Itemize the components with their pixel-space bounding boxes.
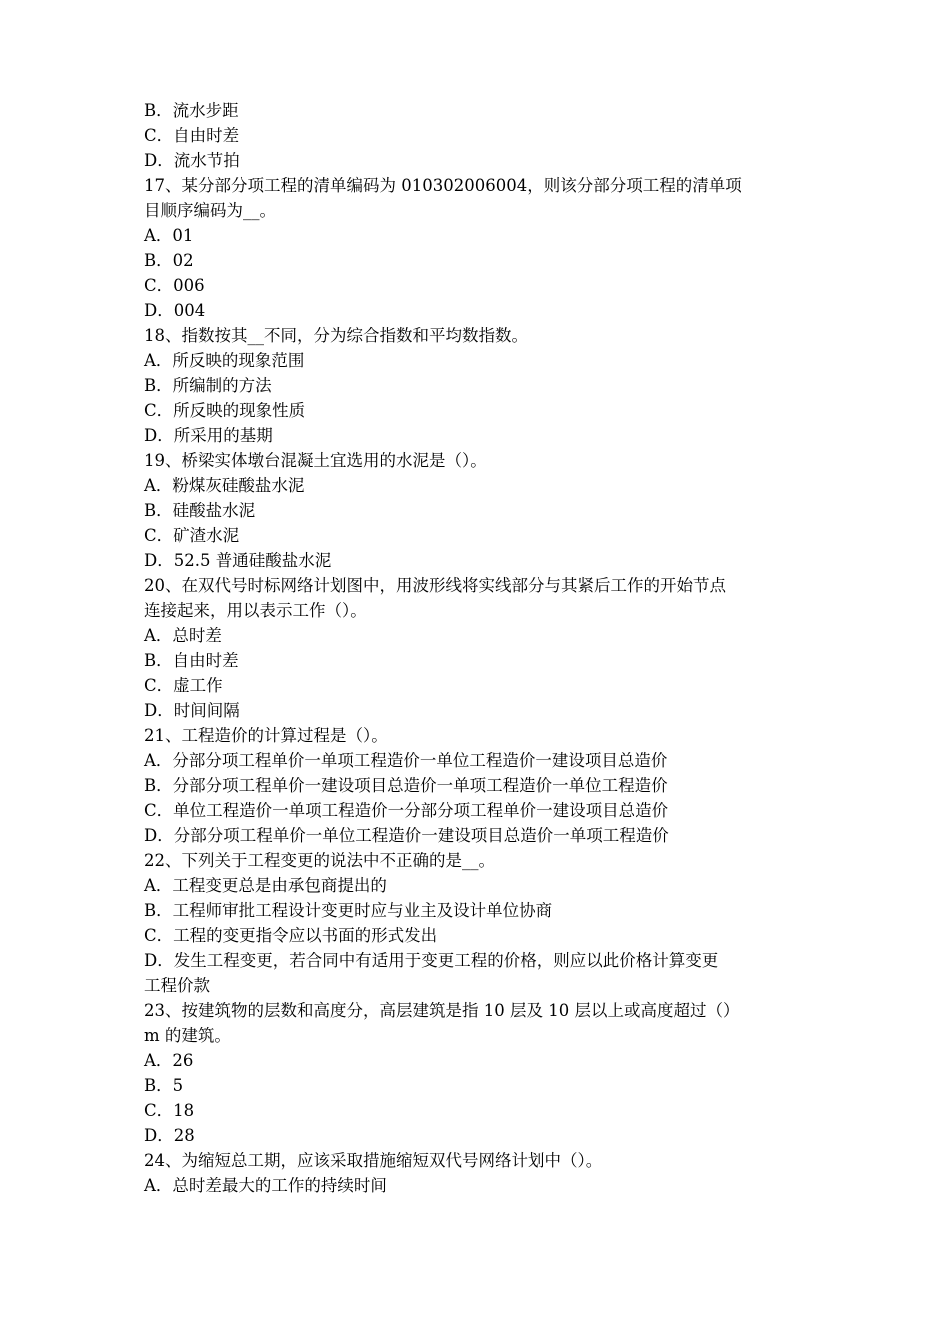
question-text-line: 19、桥梁实体墩台混凝土宜选用的水泥是（）。 (144, 451, 487, 470)
answer-option-line: D．28 (144, 1126, 195, 1145)
question-text-line: m 的建筑。 (144, 1026, 231, 1045)
answer-option-line: A．分部分项工程单价一单项工程造价一单位工程造价一建设项目总造价 (144, 751, 668, 770)
answer-option-line: C．虚工作 (144, 676, 223, 695)
answer-option-line: A．01 (144, 226, 194, 245)
question-text-line: 目顺序编码为__。 (144, 201, 276, 220)
answer-option-line: B．流水步距 (144, 101, 239, 120)
answer-option-line: 工程价款 (144, 976, 210, 995)
document-body (144, 98, 814, 1198)
answer-option-line: D．所采用的基期 (144, 426, 273, 445)
answer-option-line: C．单位工程造价一单项工程造价一分部分项工程单价一建设项目总造价 (144, 801, 669, 820)
answer-option-line: D．分部分项工程单价一单位工程造价一建设项目总造价一单项工程造价 (144, 826, 669, 845)
answer-option-line: A．总时差 (144, 626, 222, 645)
answer-option-line: A．工程变更总是由承包商提出的 (144, 876, 387, 895)
answer-option-line: B．硅酸盐水泥 (144, 501, 256, 520)
answer-option-line: C．自由时差 (144, 126, 240, 145)
answer-option-line: D．004 (144, 301, 206, 320)
question-text-line: 20、在双代号时标网络计划图中，用波形线将实线部分与其紧后工作的开始节点 (144, 576, 726, 595)
answer-option-line: D．发生工程变更，若合同中有适用于变更工程的价格，则应以此价格计算变更 (144, 951, 719, 970)
answer-option-line: B．工程师审批工程设计变更时应与业主及设计单位协商 (144, 901, 553, 920)
exam-questions (144, 98, 814, 1198)
answer-option-line: C．矿渣水泥 (144, 526, 240, 545)
answer-option-line: D．流水节拍 (144, 151, 240, 170)
answer-option-line: D．52.5 普通硅酸盐水泥 (144, 551, 332, 570)
question-text-line: 24、为缩短总工期，应该采取措施缩短双代号网络计划中（）。 (144, 1151, 603, 1170)
answer-option-line: B．所编制的方法 (144, 376, 272, 395)
answer-option-line: B．5 (144, 1076, 184, 1095)
answer-option-line: C．工程的变更指令应以书面的形式发出 (144, 926, 438, 945)
question-text-line: 23、按建筑物的层数和高度分，高层建筑是指 10 层及 10 层以上或高度超过（） (144, 1001, 740, 1020)
question-text-line: 17、某分部分项工程的清单编码为 010302006004，则该分部分项工程的清单项 (144, 176, 742, 195)
answer-option-line: C．所反映的现象性质 (144, 401, 306, 420)
answer-option-line: B．02 (144, 251, 194, 270)
question-text-line: 连接起来，用以表示工作（）。 (144, 601, 367, 620)
answer-option-line: B．自由时差 (144, 651, 239, 670)
question-text-line: 18、指数按其__不同，分为综合指数和平均数指数。 (144, 326, 528, 345)
answer-option-line: B．分部分项工程单价一建设项目总造价一单项工程造价一单位工程造价 (144, 776, 668, 795)
answer-option-line: A．总时差最大的工作的持续时间 (144, 1176, 387, 1195)
answer-option-line: C．18 (144, 1101, 195, 1120)
answer-option-line: C．006 (144, 276, 205, 295)
question-text-line: 21、工程造价的计算过程是（）。 (144, 726, 388, 745)
answer-option-line: A．粉煤灰硅酸盐水泥 (144, 476, 305, 495)
answer-option-line: D．时间间隔 (144, 701, 240, 720)
question-text-line: 22、下列关于工程变更的说法中不正确的是__。 (144, 851, 495, 870)
answer-option-line: A．26 (144, 1051, 194, 1070)
answer-option-line: A．所反映的现象范围 (144, 351, 305, 370)
